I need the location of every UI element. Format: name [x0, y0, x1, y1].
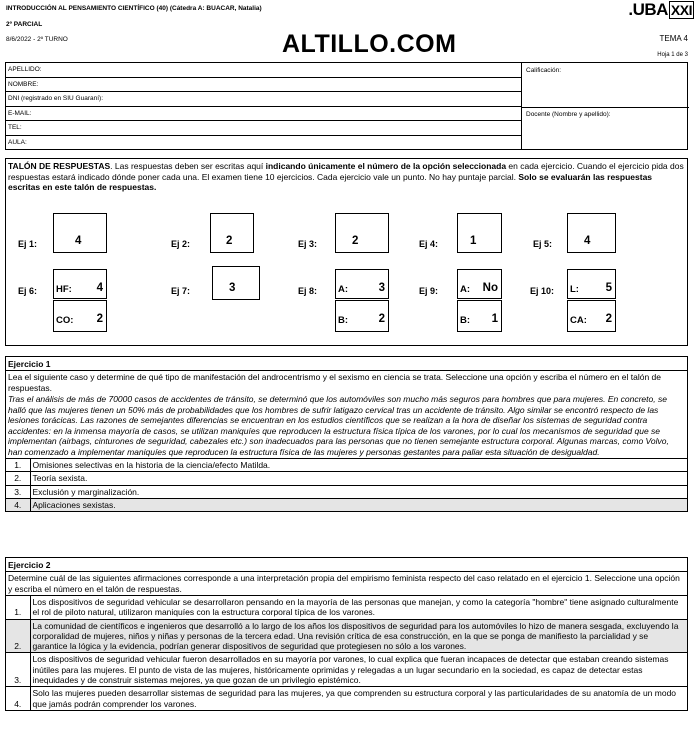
logo-xxi-text: XXI — [670, 2, 692, 18]
option-text: La comunidad de científicos e ingenieros que desarrolló a lo largo de los años los dispositivos de seguridad para los automóviles lo hizo de manera sesgada, excluyendo la corporalidad de mujeres, niños y niñas y personas de la tercera edad. Una revisión crítica de esa construcción, en la que se ponga de manifiesto la parcialidad y se garantice la lógica y la evidencia, podrían generar dispositivos de seguridad que protegiesen no sólo a los varones. — [30, 619, 687, 653]
ej6-a-label: HF: — [56, 284, 72, 295]
ej9-b-label: B: — [460, 315, 471, 326]
option-text: Los dispositivos de seguridad vehicular se desarrollaron pensando en la mayoría de las personas que manejan, y como la categoría "hombre" tiene asignado culturalmente el rol de piloto natural, utilizaron maniquíes con la estructura corporal típica de los varones. — [30, 596, 687, 620]
brand-watermark: ALTILLO.COM — [282, 30, 457, 58]
option-text: Teoría sexista. — [30, 472, 687, 485]
option-row-selected[interactable] — [6, 498, 687, 511]
identity-fields — [6, 63, 522, 149]
field-apellido[interactable]: APELLIDO: — [6, 63, 521, 78]
option-text: Exclusión y marginalización. — [30, 485, 687, 498]
ej4-answer-box[interactable] — [457, 213, 502, 253]
option-number: 4. — [6, 687, 30, 710]
answer-sheet — [5, 158, 688, 346]
ej8-a-box[interactable] — [335, 269, 389, 299]
option-row[interactable] — [6, 459, 687, 472]
ej1-answer-box[interactable] — [53, 213, 107, 253]
ej9-a-box[interactable] — [457, 269, 502, 299]
exercise-2-options — [6, 595, 687, 710]
instructions-part-2: indicando únicamente el número de la opción seleccionada — [265, 161, 507, 171]
option-row[interactable] — [6, 687, 687, 710]
calificacion-label: Calificación: — [526, 67, 562, 74]
ej2-answer-box[interactable] — [210, 213, 254, 253]
option-number: 1. — [6, 596, 30, 620]
instructions-part-1: . Las respuestas deben ser escritas aquí — [110, 161, 266, 171]
option-number: 2. — [6, 472, 30, 485]
option-text: Los dispositivos de seguridad vehicular fueron desarrollados en su mayoría por varones, lo cual explica que fueran incapaces de detectar que estaban creando sistemas inútiles para las mujeres. El punto de vista de las mujeres, históricamente oprimidas y relegadas a un lugar secundario en la sociedad, es capaz de detectar estas inequidades y de construir sistemas mejores, ya que gozan de un privilegio epistémico. — [30, 653, 687, 687]
exercise-1-case: Tras el análisis de más de 70000 casos de accidentes de tránsito, se determinó que los automóviles son mucho más seguros para hombres que para mujeres. En concreto, se halló que las mujeres tienen un 50% más de probabilidades que los hombres de sufrir latigazo cervical tras un accidente de tránsito. Algo similar se encontró respecto de las lesiones torácicas. Las razones de semejantes diferencias se encuentran en los estudios científicos que se realizan a la hora de diseñar los sistemas de seguridad contra accidentes: en la inmensa mayoría de casos, se utilizan maniquíes que reproducen la estructura física típica de los varones, por lo cual los mecanismos de seguridad que se implementan (airbags, cinturones de seguridad, cabezales etc.) son inadecuados para las personas que no tienen semejante estructura corporal. Algunas marcas, como Volvo, han comenzado a implementar maniquíes que reproducen la estructura física de las mujeres y personas gestantes para paliar esta situación de desigualdad. — [8, 394, 669, 457]
field-tel[interactable]: TEL: — [6, 121, 521, 136]
identity-box — [5, 62, 688, 150]
exercise-1-title: Ejercicio 1 — [6, 357, 687, 371]
page-number: Hoja 1 de 3 — [657, 52, 688, 58]
answer-sheet-instructions — [8, 161, 684, 193]
instructions-part-4: Solo se evaluarán las respuestas escritas en este talón de respuestas. — [8, 171, 653, 192]
ej1-answer: 4 — [75, 235, 82, 247]
ej6-b-box[interactable] — [53, 300, 107, 332]
ej3-answer: 2 — [352, 235, 359, 247]
ej10-b-answer: 2 — [605, 313, 612, 325]
ej2-answer: 2 — [226, 235, 233, 247]
exercise-2-title: Ejercicio 2 — [6, 558, 687, 572]
ej5-answer: 4 — [584, 235, 591, 247]
field-nombre[interactable]: NOMBRE: — [6, 78, 521, 93]
answer-sheet-title: TALÓN DE RESPUESTAS — [8, 161, 111, 171]
option-row-selected[interactable] — [6, 619, 687, 653]
ej8-b-label: B: — [338, 315, 349, 326]
option-number: 2. — [6, 619, 30, 653]
ej1-label: Ej 1: — [18, 239, 38, 249]
ej6-b-answer: 2 — [96, 313, 103, 325]
field-aula[interactable]: AULA: — [8, 138, 27, 146]
exercise-1-instructions: Lea el siguiente caso y determine de qué tipo de manifestación del androcentrismo y el sexismo en ciencia se trata. Seleccione una opción y escriba el número en el talón de respuestas. — [8, 372, 661, 393]
exam-date: 8/6/2022 - 2º TURNO — [6, 36, 68, 43]
ej8-a-label: A: — [338, 284, 349, 295]
uba-xxi-logo — [628, 0, 694, 20]
ej10-a-label: L: — [570, 284, 579, 295]
field-dni[interactable]: DNI (registrado en SIU Guaraní): — [6, 92, 521, 107]
ej8-b-box[interactable] — [335, 300, 389, 332]
option-number: 4. — [6, 498, 30, 511]
ej10-a-answer: 5 — [605, 282, 612, 294]
option-number: 3. — [6, 485, 30, 498]
logo-main-text: .UBA — [628, 0, 668, 19]
divider — [522, 107, 689, 108]
field-email[interactable]: E-MAIL: — [6, 107, 521, 122]
option-text: Omisiones selectivas en la historia de la ciencia/efecto Matilda. — [30, 459, 687, 472]
ej4-answer: 1 — [470, 235, 477, 247]
ej3-answer-box[interactable] — [335, 213, 389, 253]
ej8-label: Ej 8: — [298, 286, 318, 296]
exercise-1-options — [6, 458, 687, 511]
instructions-part-3: en cada ejercicio. Cuando el ejercicio pida dos respuestas estará indicado dónde poner cada una. El examen tiene 10 ejercicios. Cada ejercicio vale un punto. No hay puntaje parcial. — [8, 161, 684, 182]
ej7-label: Ej 7: — [171, 286, 191, 296]
ej6-a-answer: 4 — [96, 282, 103, 294]
ej10-b-label: CA: — [570, 315, 587, 326]
option-text: Aplicaciones sexistas. — [30, 498, 687, 511]
ej3-label: Ej 3: — [298, 239, 318, 249]
option-row[interactable] — [6, 485, 687, 498]
ej9-label: Ej 9: — [419, 286, 439, 296]
ej8-a-answer: 3 — [378, 282, 385, 294]
exercise-1 — [5, 356, 688, 512]
ej5-label: Ej 5: — [533, 239, 553, 249]
option-text: Solo las mujeres pueden desarrollar sistemas de seguridad para las mujeres, ya que comprenden su estructura corporal y las particularidades de su anatomía de un modo que jamás podrán comprender los varones. — [30, 687, 687, 710]
exercise-2-instructions: Determine cuál de las siguientes afirmaciones corresponde a una interpretación propia del empirismo feminista respecto del caso relatado en el ejercicio 1. Seleccione una opción y escriba el número en el talón de respuestas. — [8, 573, 680, 594]
ej4-label: Ej 4: — [419, 239, 439, 249]
docente-label: Docente (Nombre y apellido): — [526, 111, 611, 118]
option-row[interactable] — [6, 472, 687, 485]
option-row[interactable] — [6, 653, 687, 687]
ej9-a-answer: No — [482, 282, 498, 294]
ej9-a-label: A: — [460, 284, 471, 295]
ej6-label: Ej 6: — [18, 286, 38, 296]
option-number: 3. — [6, 653, 30, 687]
course-title: INTRODUCCIÓN AL PENSAMIENTO CIENTÍFICO (40) (Cátedra A: BUACAR, Natalia) — [6, 5, 262, 12]
option-row[interactable] — [6, 596, 687, 620]
ej9-b-box[interactable] — [457, 300, 502, 332]
ej7-answer-box[interactable] — [212, 266, 260, 300]
ej6-a-box[interactable] — [53, 269, 107, 299]
ej10-b-box[interactable] — [567, 300, 616, 332]
ej10-label: Ej 10: — [530, 286, 555, 296]
exam-type: 2º PARCIAL — [6, 21, 43, 28]
exercise-2 — [5, 557, 688, 711]
ej9-b-answer: 1 — [491, 313, 498, 325]
ej2-label: Ej 2: — [171, 239, 191, 249]
tema-label: TEMA 4 — [659, 34, 688, 43]
ej8-b-answer: 2 — [378, 313, 385, 325]
ej6-b-label: CO: — [56, 315, 74, 326]
ej7-answer: 3 — [229, 282, 236, 294]
ej10-a-box[interactable] — [567, 269, 616, 299]
ej5-answer-box[interactable] — [567, 213, 616, 253]
option-number: 1. — [6, 459, 30, 472]
